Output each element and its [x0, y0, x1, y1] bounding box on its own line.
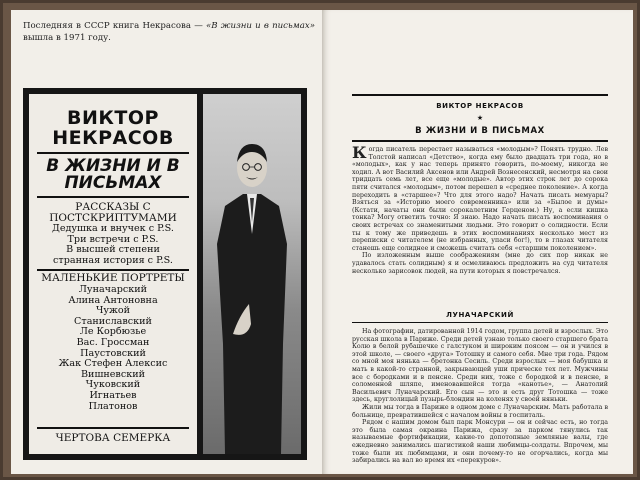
- section-rule: [352, 322, 608, 323]
- cover-author: ВИКТОР НЕКРАСОВ: [52, 107, 174, 149]
- cover-list-item: Паустовский: [80, 347, 146, 359]
- book-spread: [11, 10, 633, 474]
- cover-text-panel: [29, 94, 197, 454]
- book-cover-image: [23, 88, 307, 460]
- star-ornament: ★: [476, 114, 484, 122]
- cover-last-item: ЧЕРТОВА СЕМЕРКА: [55, 432, 171, 444]
- intro-paragraph-2: По изложенным выше соображениям (мне до сих пор никак не удавалось стать солидным) я и осмеливаюсь предложить на суд читателя несколько зарисовок людей, на пути которых я повстречался.: [352, 252, 608, 275]
- cover-list-item: странная история с P.S.: [53, 254, 173, 266]
- cover-list-item: Чужой: [95, 305, 131, 317]
- cover-rule: [37, 196, 189, 198]
- cover-section-header: МАЛЕНЬКИЕ ПОРТРЕТЫ: [41, 272, 185, 284]
- cover-list-item: Станиславский: [74, 315, 152, 327]
- cover-rule: [37, 427, 189, 429]
- section-heading: ЛУНАЧАРСКИЙ: [446, 311, 514, 319]
- cover-section2-list: [29, 285, 197, 412]
- caption-book-title: «В жизни и в письмах»: [206, 21, 315, 31]
- caption-text: Последняя в СССР книга Некрасова —: [23, 21, 203, 31]
- cover-list-item: Вас. Гроссман: [76, 336, 150, 348]
- header-rule: [352, 140, 608, 142]
- body-paragraph: Жили мы тогда в Париже в одном доме с Луначарским. Мать работала в больнице, превратившейся с началом войны в госпиталь.: [352, 403, 608, 419]
- cover-list-item: Вишневский: [81, 368, 145, 380]
- body-paragraph: Рядом с нашим домом был парк Монсури — он и сейчас есть, но тогда это была самая окраина Парижа, сразу за парком тянулись так называемые фортификации, какие-то допотопные земляные валы, где ежедневно занимались шагистикой наши любимцы-солдаты. Впрочем, мы тоже были их любимцами, и они почему-то не огорчались, когда мы забирались на вал во время их «перекуров».: [352, 419, 608, 465]
- left-page-caption: [23, 20, 315, 44]
- drop-cap: К: [352, 143, 367, 162]
- cover-list-item: Платонов: [88, 400, 138, 412]
- cover-section-header: РАССКАЗЫ С ПОСТСКРИПТУМАМИ: [49, 201, 177, 224]
- cover-portrait-photo: [203, 94, 301, 454]
- cover-list-item: Алина Антоновна: [68, 294, 158, 306]
- cover-list-item: Жак Стефен Алексис: [58, 358, 168, 370]
- section-body: [352, 328, 608, 465]
- cover-list-item: Игнатьев: [89, 389, 137, 401]
- caption-text-tail: вышла в 1971 году.: [23, 33, 111, 43]
- cover-title: В ЖИЗНИ И В ПИСЬМАХ: [46, 156, 180, 193]
- book-spread-area: [11, 10, 633, 474]
- cover-list-item: В высшей степени: [66, 244, 160, 256]
- cover-list-item: Ле Корбюзье: [79, 326, 147, 338]
- article-author: ВИКТОР НЕКРАСОВ: [436, 102, 524, 110]
- cover-list-item: Три встречи с P.S.: [67, 233, 159, 245]
- body-paragraph: На фотографии, датированной 1914 годом, группа детей и взрослых. Это русская школа в Париже. Среди детей узнаю только своего старшего брата Колю в белой рубашечке с галстуком и широким поясом — он и учился в этой школе, — своего «друга» Тотошку и самого себя. Мне три года. Рядом со мной моя нянька — бретонка Сесиль. Среди взрослых — моя бабушка и мать в какой-то странной, закрывающей уши прическе тех лет. Мужчины все с бородками и в пенсне. Среди них, тоже с бородкой и в пенсне, в соломенной шляпе, именовавшейся тогда «канотье», — Анатолий Васильевич Луначарский. Его сын — это и есть друг Тотошка — тоже здесь, круглолицый пузырь-блондин на коленях у своей няньки.: [352, 328, 608, 404]
- cover-rule: [37, 269, 189, 271]
- article-intro: [352, 143, 608, 275]
- cover-list-item: Дедушка и внучек с P.S.: [52, 223, 174, 234]
- intro-paragraph: огда писатель перестает называться «молодым»? Понять трудно. Лев Толстой написал «Детство», когда ему было двадцать три года, но в «молодых», как у нас теперь принято говорить, по-моему, никогда не ходил. А вот Василий Аксенов или Андрей Вознесенский, несмотря на свои тридцать семь лет, все еще «молодые». Автор этих строк лет до сорока пяти считался «молодым», потом перешел в «среднее поколение». А когда переходить в «старшее»? Что для этого надо? Начать писать мемуары? Взяться за «Историю моего современника» или за «Былое и думы» (Кстати, начаты они были сорокалетним Герценом.) Ну, а если кишка тонка? Могу ответить точно: Я знаю. Надо начать писать воспоминания о своих встречах со знаменитыми людьми. Это говорит о солидности. Если ты к тому же приведешь в этих воспоминаниях несколько мест из переписки с читателем (не избранных, упаси бог!), то в глазах читателя станешь еще солиднее и сможешь считать себя «старшим поколением».: [352, 146, 608, 252]
- right-page: [322, 10, 633, 474]
- left-page: [11, 10, 322, 474]
- article-title: В ЖИЗНИ И В ПИСЬМАХ: [415, 126, 545, 136]
- cover-section1-list: [29, 224, 197, 266]
- cover-list-item: Луначарский: [78, 284, 148, 295]
- portrait-figure: [203, 94, 301, 454]
- cover-rule: [37, 152, 189, 154]
- header-rule: [352, 94, 608, 96]
- cover-list-item: Чуковский: [85, 379, 141, 391]
